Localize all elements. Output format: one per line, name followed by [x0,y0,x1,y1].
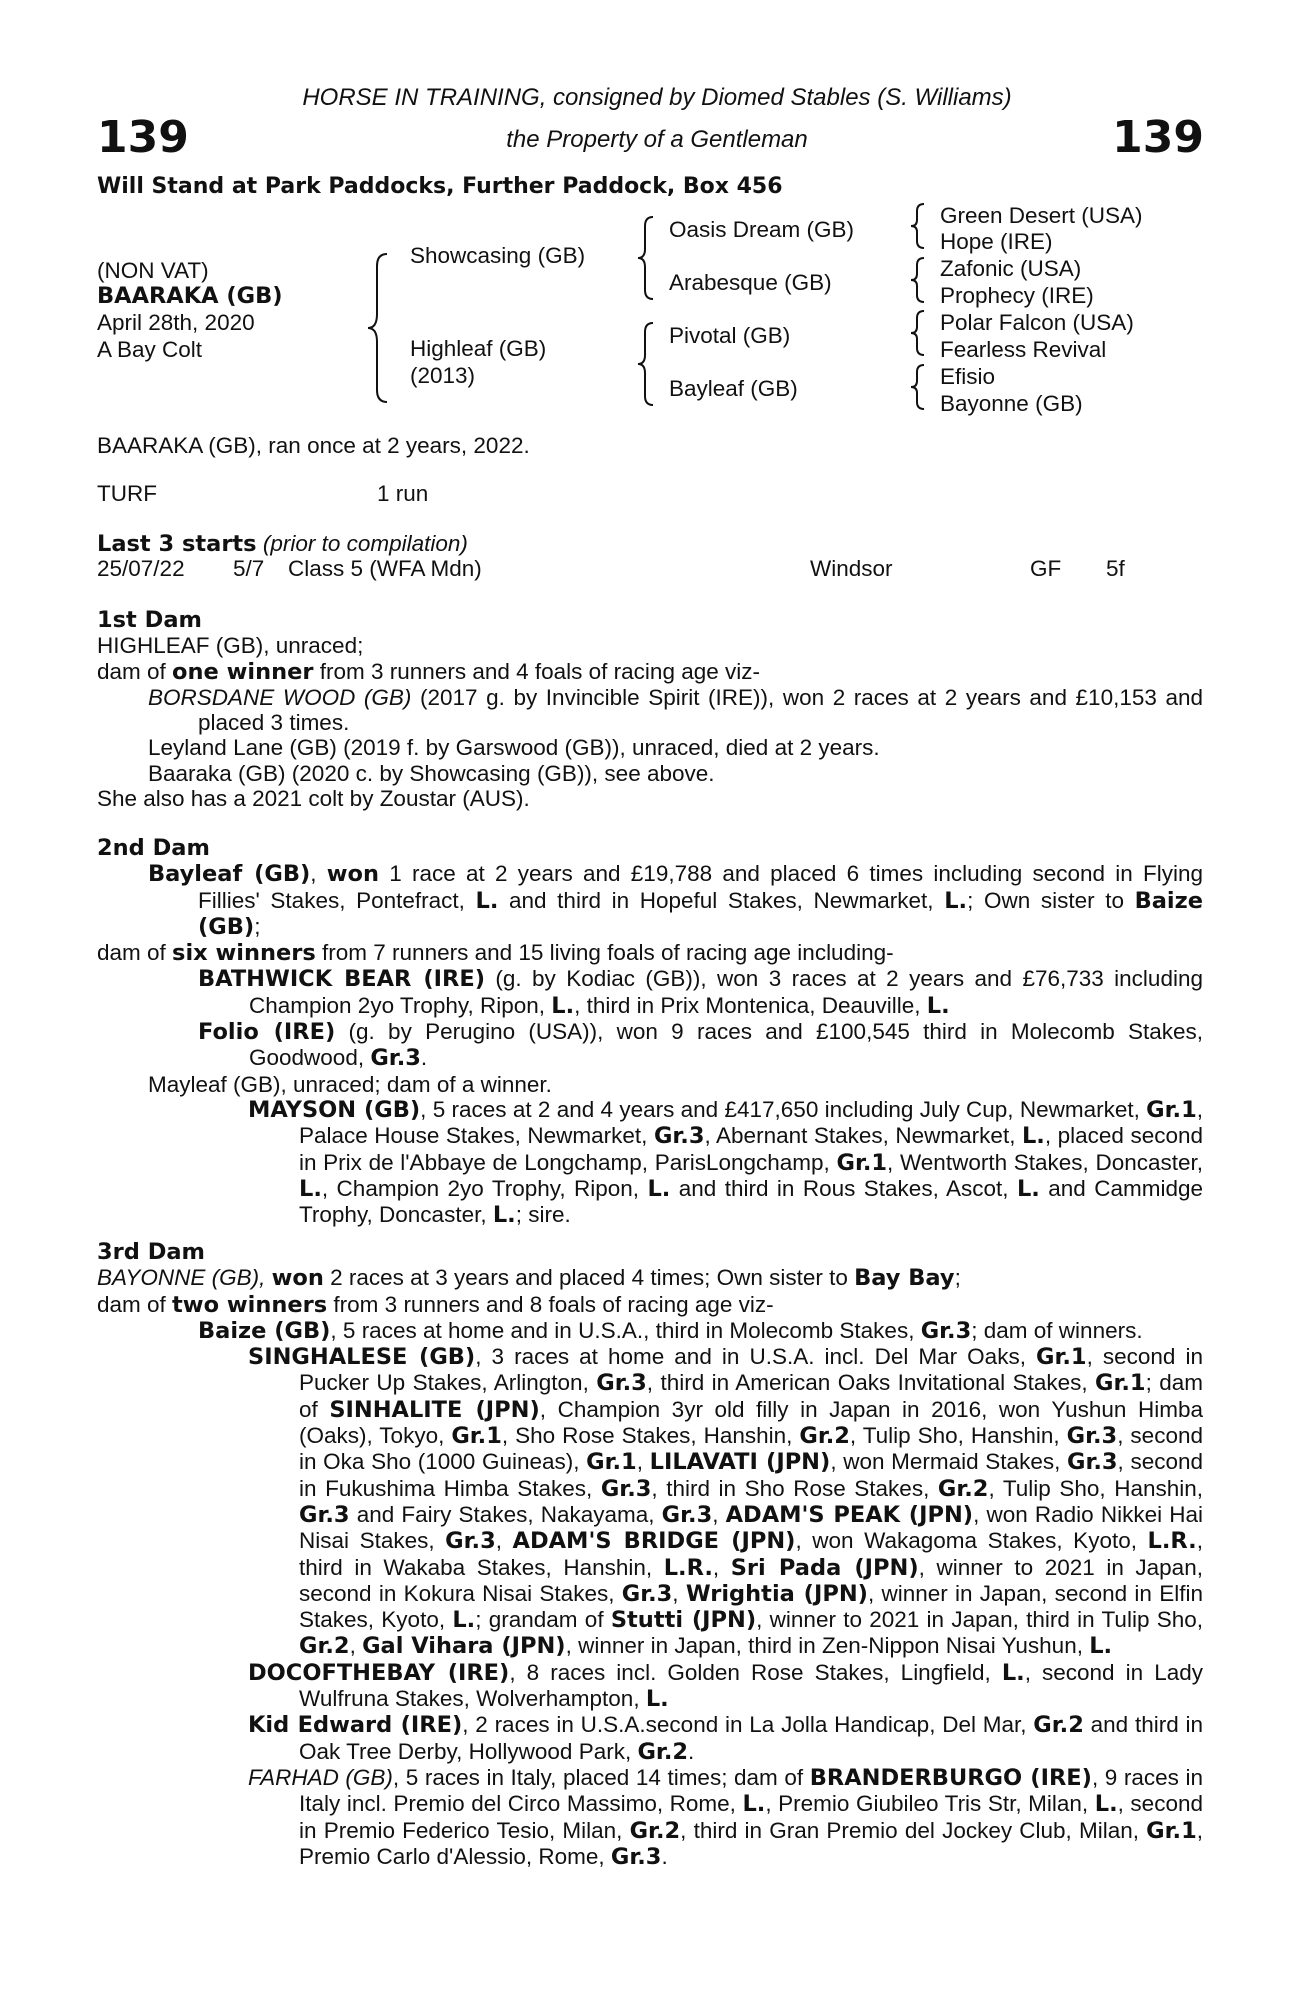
first-dam-progeny-2: Leyland Lane (GB) (2019 f. by Garswood (GB)), unraced, died at 2 years. [148,735,880,761]
third-dam-grandprogeny-singhalese: SINGHALESE (GB), 3 races at home and in U.S.A. incl. Del Mar Oaks, Gr.1, second in Pucker Up Stakes, Arlington, Gr.3, third in American Oaks Invitational Stakes, Gr.1; dam of SINHALITE (JPN), Champion 3yr old filly in Japan in 2016, won Yushun Himba (Oaks), Tokyo, Gr.1, Sho Rose Stakes, Hanshin, Gr.2, Tulip Sho, Hanshin, Gr.3, second in Oka Sho (1000 Guineas), Gr.1, LILAVATI (JPN), won Mermaid Stakes, Gr.3, second in Fukushima Himba Stakes, Gr.3, third in Sho Rose Stakes, Gr.2, Tulip Sho, Hanshin, Gr.3 and Fairy Stakes, Nakayama, Gr.3, ADAM'S PEAK (JPN), won Radio Nikkei Hai Nisai Stakes, Gr.3, ADAM'S BRIDGE (JPN), won Wakagoma Stakes, Kyoto, L.R., third in Wakaba Stakes, Hanshin, L.R., Sri Pada (JPN), winner to 2021 in Japan, second in Kokura Nisai Stakes, Gr.3, Wrightia (JPN), winner in Japan, second in Elfin Stakes, Kyoto, L.; grandam of Stutti (JPN), winner to 2021 in Japan, third in Tulip Sho, Gr.2, Gal Vihara (JPN), winner in Japan, third in Zen-Nippon Nisai Yushun, L. [248,1344,1204,1660]
foaling-date: April 28th, 2020 [97,310,255,335]
second-dam-heading: 2nd Dam [97,835,210,861]
first-dam-heading: 1st Dam [97,607,202,633]
last-starts-heading [97,531,468,557]
second-dam-record: Bayleaf (GB), won 1 race at 2 years and £19,788 and placed 6 times including second in Flying Fillies' Stakes, Pontefract, L. and third in Hopeful Stakes, Newmarket, L.; Own sister to Baize (GB); [148,861,1204,940]
second-dam-section [97,836,1203,1228]
third-dam-grandprogeny-farhad: FARHAD (GB), 5 races in Italy, placed 14 times; dam of BRANDERBURGO (IRE), 9 races in Italy incl. Premio del Circo Massimo, Rome, L., Premio Giubileo Tris Str, Milan, L., second in Premio Federico Tesio, Milan, Gr.2, third in Gran Premio del Jockey Club, Milan, Gr.1, Premio Carlo d'Alessio, Rome, Gr.3. [248,1764,1203,1870]
pedigree-brace-g3-1 [908,200,930,252]
pedigree-dam: Highleaf (GB) [410,336,547,361]
third-dam-section [97,1240,1203,1870]
third-dam-produce-line: dam of two winners from 3 runners and 8 foals of racing age viz- [97,1291,774,1318]
pedigree-brace-sire [635,212,659,304]
pedigree-dam-dam: Bayleaf (GB) [669,376,798,401]
horse-name: BAARAKA (GB) [97,283,283,309]
second-dam-grandprogeny-mayson: MAYSON (GB), 5 races at 2 and 4 years and £417,650 including July Cup, Newmarket, Gr.1, Palace House Stakes, Newmarket, Gr.3, Abernant Stakes, Newmarket, L., placed second in Prix de l'Abbaye de Longchamp, ParisLongchamp, Gr.1, Wentworth Stakes, Doncaster, L., Champion 2yo Trophy, Ripon, L. and third in Rous Stakes, Ascot, L. and Cammidge Trophy, Doncaster, L.; sire. [248,1096,1203,1229]
pedigree-g3-6: Fearless Revival [940,337,1107,362]
start-race: Class 5 (WFA Mdn) [288,556,482,581]
second-dam-progeny-folio: Folio (IRE) (g. by Perugino (USA)), won 9 races and £100,545 third in Molecomb Stakes, Goodwood, Gr.3. [198,1019,1203,1072]
third-dam-grandprogeny-docofthebay: DOCOFTHEBAY (IRE), 8 races incl. Golden Rose Stakes, Lingfield, L., second in Lady Wulfruna Stakes, Wolverhampton, L. [248,1659,1203,1713]
record-surface: TURF [97,481,157,506]
second-dam-produce-line: dam of six winners from 7 runners and 15 living foals of racing age including- [97,940,894,967]
third-dam-grandprogeny-kid-edward: Kid Edward (IRE), 2 races in U.S.A.second in La Jolla Handicap, Del Mar, Gr.2 and third in Oak Tree Derby, Hollywood Park, Gr.2. [248,1712,1204,1765]
pedigree-g3-4: Prophecy (IRE) [940,283,1094,308]
second-dam-progeny-mayleaf: Mayleaf (GB), unraced; dam of a winner. [148,1071,552,1097]
pedigree-g3-2: Hope (IRE) [940,229,1053,254]
start-date: 25/07/22 [97,556,185,581]
pedigree-brace-g3-2 [908,254,930,306]
last-starts-title: Last 3 starts [97,531,257,557]
pedigree-g3-3: Zafonic (USA) [940,256,1082,281]
pedigree-g3-8: Bayonne (GB) [940,391,1083,416]
pedigree-g3-7: Efisio [940,364,996,389]
start-going: GF [1030,556,1062,581]
start-course: Windsor [810,556,893,581]
pedigree-dam-year: (2013) [410,363,476,388]
first-dam-line1: HIGHLEAF (GB), unraced; [97,633,364,659]
record-runs: 1 run [377,481,429,506]
vat-status: (NON VAT) [97,258,209,283]
first-dam-progeny-1: BORSDANE WOOD (GB) (2017 g. by Invincible Spirit (IRE)), won 2 races at 2 years and £10,153 and placed 3 times. [148,684,1203,736]
pedigree-sire: Showcasing (GB) [410,243,586,268]
lot-number-left: 139 [97,112,189,163]
second-dam-progeny-bathwick-bear: BATHWICK BEAR (IRE) (g. by Kodiac (GB)), won 3 races at 2 years and £76,733 including Champion 2yo Trophy, Ripon, L., third in Prix Montenica, Deauville, L. [198,966,1203,1019]
sale-title: HORSE IN TRAINING, consigned by Diomed Stables (S. Williams) [302,84,1012,111]
lot-number-right: 139 [1112,112,1204,163]
horse-description: A Bay Colt [97,337,203,362]
first-dam-section [97,608,1203,811]
last-starts-note: (prior to compilation) [262,531,468,556]
first-dam-note: She also has a 2021 colt by Zoustar (AUS). [97,786,530,812]
pedigree-brace-dam [635,318,659,410]
pedigree-brace-g3-3 [908,307,930,359]
pedigree-sire-dam: Arabesque (GB) [669,270,832,295]
pedigree-brace-g3-4 [908,361,930,413]
start-position: 5/7 [233,556,265,581]
pedigree-g3-5: Polar Falcon (USA) [940,310,1134,335]
pedigree-dam-sire: Pivotal (GB) [669,323,791,348]
third-dam-progeny-baize: Baize (GB), 5 races at home and in U.S.A., third in Molecomb Stakes, Gr.3; dam of winners. [198,1317,1143,1344]
first-dam-produce-line: dam of one winner from 3 runners and 4 foals of racing age viz- [97,658,760,685]
pedigree-g3-1: Green Desert (USA) [940,203,1143,228]
third-dam-record: BAYONNE (GB), won 2 races at 3 years and placed 4 times; Own sister to Bay Bay; [97,1265,961,1292]
sale-subtitle: the Property of a Gentleman [506,126,808,153]
pedigree-sire-sire: Oasis Dream (GB) [669,217,855,242]
start-distance: 5f [1106,556,1125,581]
race-summary: BAARAKA (GB), ran once at 2 years, 2022. [97,433,530,458]
stabling-line: Will Stand at Park Paddocks, Further Paddock, Box 456 [97,174,783,199]
third-dam-heading: 3rd Dam [97,1239,205,1265]
pedigree-brace-main [365,248,395,408]
first-dam-progeny-3: Baaraka (GB) (2020 c. by Showcasing (GB)), see above. [148,760,715,786]
